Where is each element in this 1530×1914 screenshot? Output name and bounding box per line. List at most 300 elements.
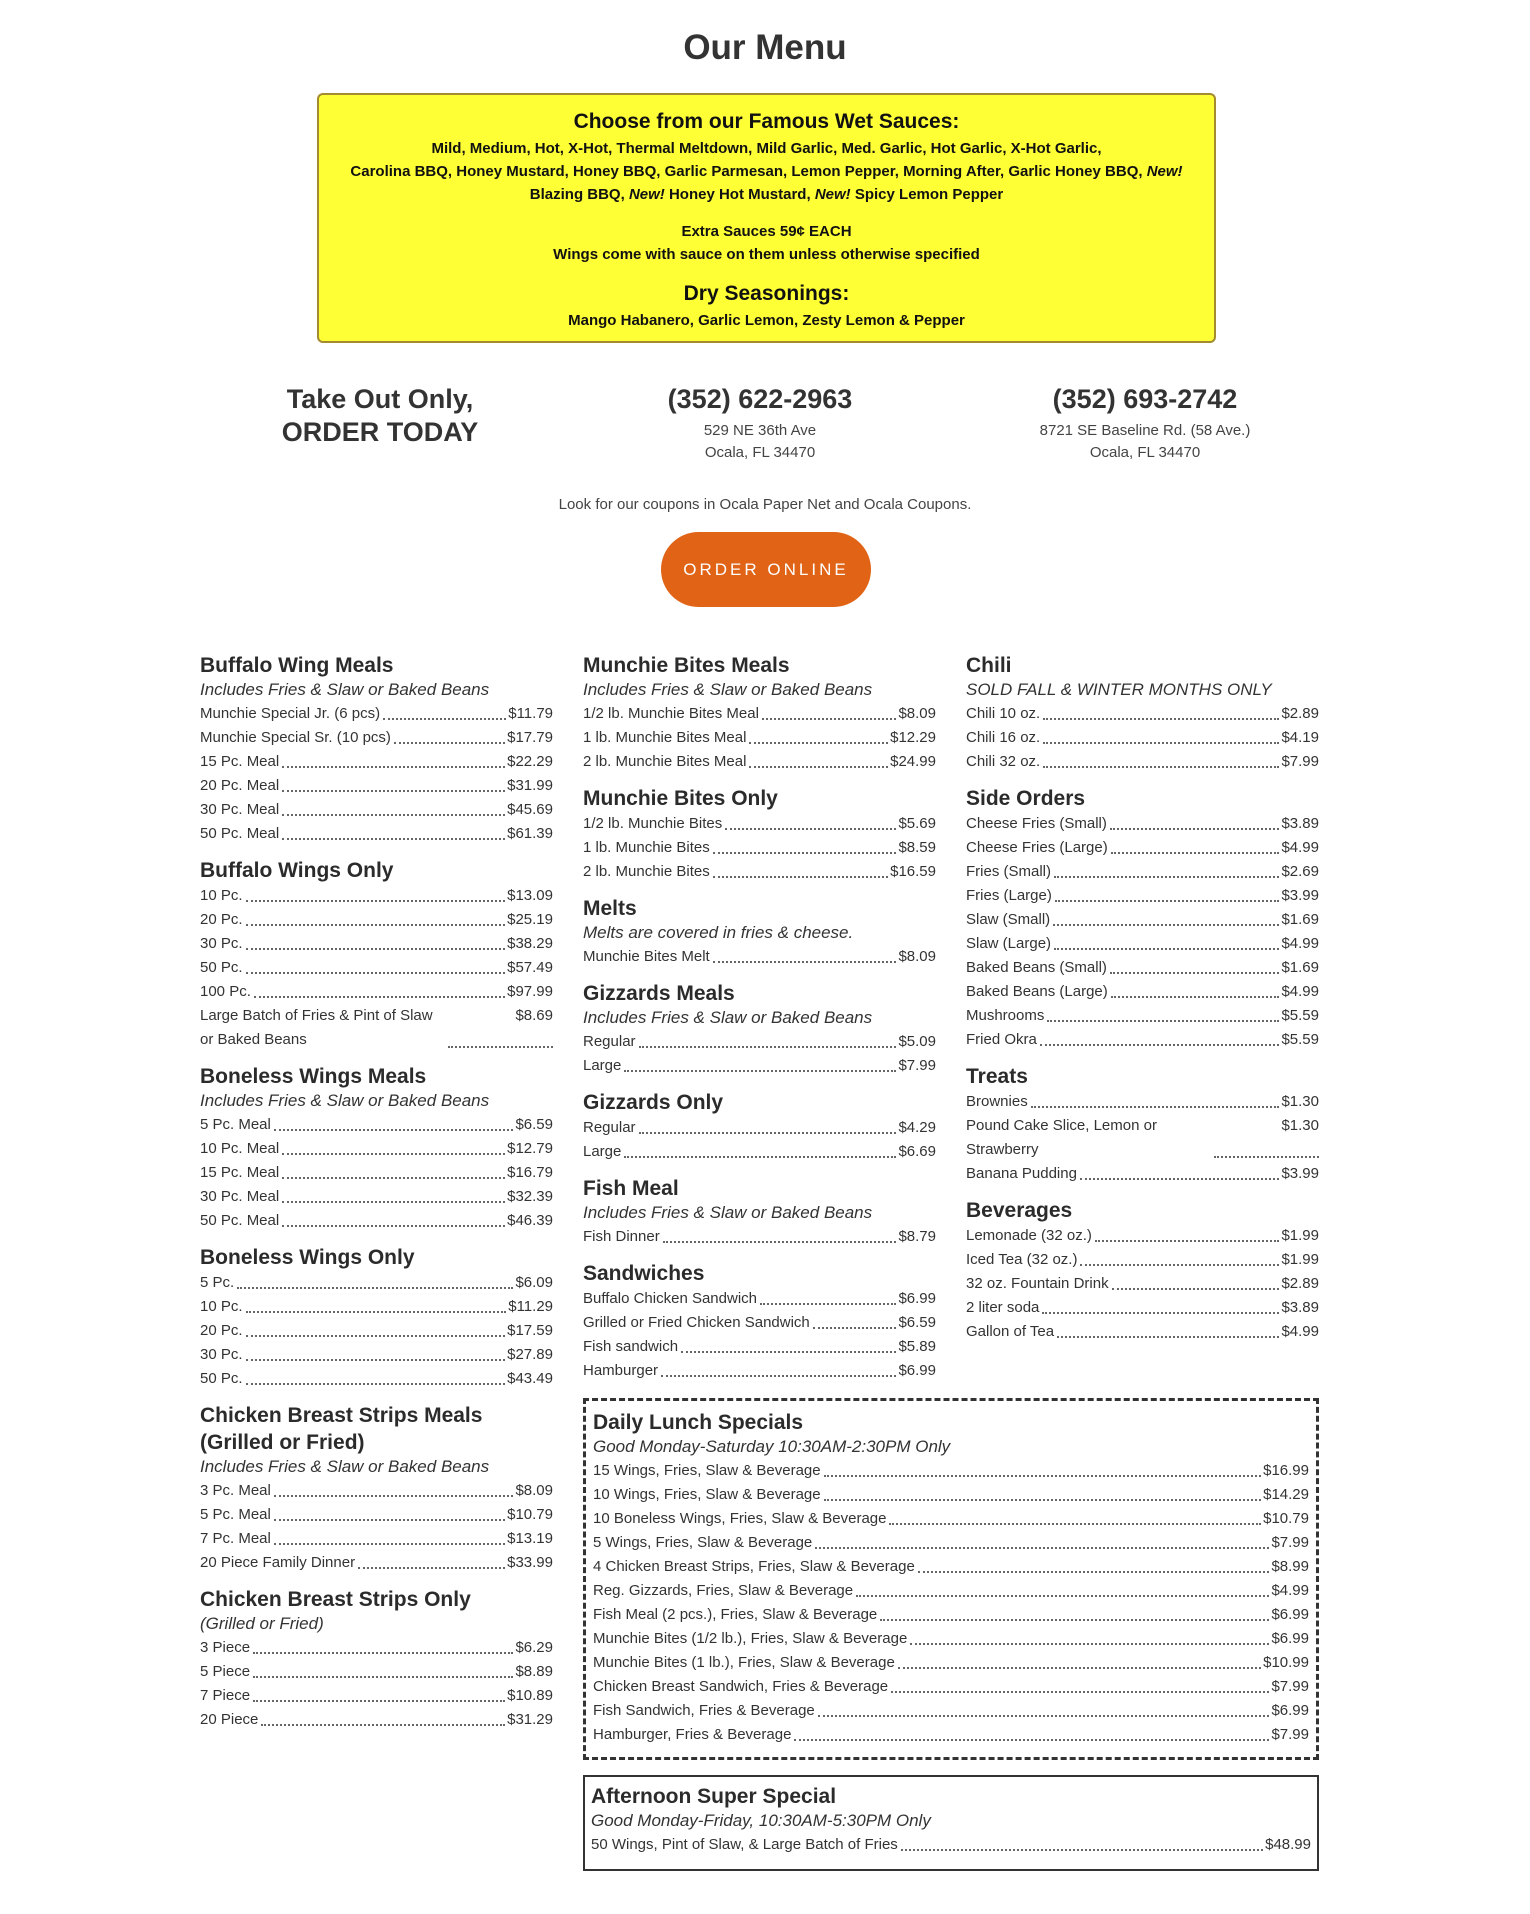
menu-item xyxy=(583,1287,936,1311)
item-name: 32 oz. Fountain Drink xyxy=(966,1275,1109,1292)
section-title: Gizzards Meals xyxy=(583,982,735,1005)
item-name: or Baked Beans xyxy=(200,1031,307,1048)
menu-item xyxy=(593,1507,1309,1531)
item-name: 2 lb. Munchie Bites xyxy=(583,863,710,880)
item-name: Fries (Large) xyxy=(966,887,1052,904)
dot-leader xyxy=(1112,1288,1280,1290)
dot-leader xyxy=(274,1519,505,1521)
dot-leader xyxy=(246,1383,506,1385)
dot-leader xyxy=(1080,1264,1279,1266)
location-2 xyxy=(995,383,1295,464)
dot-leader xyxy=(1055,900,1280,902)
item-name: 2 lb. Munchie Bites Meal xyxy=(583,753,747,770)
menu-item xyxy=(966,1028,1319,1052)
item-price: $6.99 xyxy=(1271,1606,1309,1623)
item-name: 1/2 lb. Munchie Bites xyxy=(583,815,723,832)
takeout-line-2: ORDER TODAY xyxy=(281,417,479,447)
item-price: $24.99 xyxy=(890,753,936,770)
section-title: Chili xyxy=(966,654,1012,677)
item-price: $6.09 xyxy=(515,1274,553,1291)
item-price: $16.79 xyxy=(507,1164,553,1181)
dot-leader xyxy=(818,1715,1270,1717)
dot-leader xyxy=(246,1311,507,1313)
item-name: 20 Piece Family Dinner xyxy=(200,1554,356,1571)
dot-leader xyxy=(910,1643,1269,1645)
item-name: Munchie Special Jr. (6 pcs) xyxy=(200,705,381,722)
item-name: Gallon of Tea xyxy=(966,1323,1055,1340)
sauce-panel xyxy=(317,93,1216,343)
phone-link-2[interactable]: (352) 693-2742 xyxy=(1052,384,1238,414)
dot-leader xyxy=(1043,718,1279,720)
item-price: $6.29 xyxy=(515,1639,553,1656)
dot-leader xyxy=(681,1351,896,1353)
dot-leader xyxy=(274,1495,514,1497)
section-buffalo-meals xyxy=(200,652,553,846)
item-price: $1.30 xyxy=(1281,1117,1319,1134)
item-price: $11.79 xyxy=(508,705,553,722)
menu-item xyxy=(593,1723,1309,1747)
dot-leader xyxy=(725,828,896,830)
item-price: $25.19 xyxy=(507,911,553,928)
menu-item xyxy=(200,1185,553,1209)
dot-leader xyxy=(1054,876,1279,878)
dry-seasonings-heading: Dry Seasonings: xyxy=(683,282,850,305)
item-name: 15 Pc. Meal xyxy=(200,1164,280,1181)
item-price: $11.29 xyxy=(508,1298,553,1315)
item-name: 2 liter soda xyxy=(966,1299,1040,1316)
dot-leader xyxy=(246,948,506,950)
item-name: 30 Pc. xyxy=(200,935,243,952)
menu-item xyxy=(200,798,553,822)
menu-item xyxy=(583,1140,936,1164)
menu-item xyxy=(966,1296,1319,1320)
item-price: $13.19 xyxy=(507,1530,553,1547)
item-price: $12.79 xyxy=(507,1140,553,1157)
coupon-note: Look for our coupons in Ocala Paper Net and Ocala Coupons. xyxy=(558,496,972,513)
dot-leader xyxy=(246,972,506,974)
menu-item xyxy=(200,750,553,774)
sauce-line-3-c: Spicy Lemon Pepper xyxy=(854,186,1004,203)
menu-item xyxy=(200,1319,553,1343)
item-price: $4.19 xyxy=(1281,729,1319,746)
section-boneless-only xyxy=(200,1244,553,1391)
menu-item xyxy=(200,1479,553,1503)
item-name: Regular xyxy=(583,1119,636,1136)
item-price: $8.09 xyxy=(515,1482,553,1499)
menu-item xyxy=(583,1116,936,1140)
section-subtitle: Good Monday-Friday, 10:30AM-5:30PM Only xyxy=(591,1811,931,1830)
menu-item xyxy=(593,1675,1309,1699)
section-subtitle: Good Monday-Saturday 10:30AM-2:30PM Only xyxy=(593,1437,951,1456)
sauce-line-2-text: Carolina BBQ, Honey Mustard, Honey BBQ, Garlic Parmesan, Lemon Pepper, Morning After, Garlic Honey BBQ, xyxy=(350,163,1143,180)
item-name: 7 Piece xyxy=(200,1687,251,1704)
dot-leader xyxy=(661,1375,896,1377)
item-price: $43.49 xyxy=(507,1370,553,1387)
dot-leader xyxy=(1043,766,1279,768)
item-price: $10.79 xyxy=(1263,1510,1309,1527)
item-price: $4.99 xyxy=(1281,935,1319,952)
item-price: $4.99 xyxy=(1271,1582,1309,1599)
item-price: $10.89 xyxy=(507,1687,553,1704)
daily-lunch-specials-box xyxy=(583,1398,1319,1760)
dot-leader xyxy=(282,814,505,816)
dot-leader xyxy=(282,1201,505,1203)
menu-item xyxy=(593,1459,1309,1483)
menu-item xyxy=(200,1161,553,1185)
item-price: $4.99 xyxy=(1281,983,1319,1000)
menu-item xyxy=(200,1343,553,1367)
dot-leader xyxy=(749,766,888,768)
address-line-2: Ocala, FL 34470 xyxy=(1089,444,1201,461)
menu-item xyxy=(966,1272,1319,1296)
wings-sauce-note: Wings come with sauce on them unless otherwise specified xyxy=(553,246,980,263)
item-name: 30 Pc. xyxy=(200,1346,243,1363)
item-price: $2.89 xyxy=(1281,1275,1319,1292)
menu-item xyxy=(583,1225,936,1249)
sauce-line-2 xyxy=(319,160,1214,183)
item-price: $12.29 xyxy=(890,729,936,746)
dot-leader xyxy=(713,961,897,963)
menu-item xyxy=(966,1004,1319,1028)
item-name: Lemonade (32 oz.) xyxy=(966,1227,1092,1244)
menu-item xyxy=(200,1551,553,1575)
item-price: $8.79 xyxy=(898,1228,936,1245)
section-melts xyxy=(583,895,936,969)
dot-leader xyxy=(898,1667,1261,1669)
item-price: $22.29 xyxy=(507,753,553,770)
item-price: $32.39 xyxy=(507,1188,553,1205)
item-price: $6.69 xyxy=(898,1143,936,1160)
section-treats xyxy=(966,1063,1319,1186)
item-name: Regular xyxy=(583,1033,636,1050)
dot-leader xyxy=(282,1177,505,1179)
menu-item xyxy=(593,1531,1309,1555)
dot-leader xyxy=(282,1225,505,1227)
item-price: $8.59 xyxy=(898,839,936,856)
item-price: $46.39 xyxy=(507,1212,553,1229)
dot-leader xyxy=(246,924,506,926)
item-name: Large Batch of Fries & Pint of Slaw xyxy=(200,1007,433,1024)
item-name: 10 Wings, Fries, Slaw & Beverage xyxy=(593,1486,821,1503)
dot-leader xyxy=(824,1475,1262,1477)
dot-leader xyxy=(358,1567,505,1569)
dot-leader xyxy=(1042,1312,1279,1314)
section-subtitle: Includes Fries & Slaw or Baked Beans xyxy=(583,680,873,699)
takeout-line-1: Take Out Only, xyxy=(286,384,474,414)
item-name: 1 lb. Munchie Bites xyxy=(583,839,710,856)
menu-item xyxy=(966,956,1319,980)
menu-item xyxy=(583,945,936,969)
item-price: $2.69 xyxy=(1281,863,1319,880)
menu-item xyxy=(966,750,1319,774)
item-price: $6.59 xyxy=(898,1314,936,1331)
section-munchie-meals xyxy=(583,652,936,774)
dot-leader xyxy=(274,1543,505,1545)
menu-item xyxy=(966,702,1319,726)
menu-item xyxy=(200,884,553,908)
menu-item xyxy=(200,1137,553,1161)
dot-leader xyxy=(237,1287,513,1289)
new-badge: New! xyxy=(814,186,851,203)
menu-item xyxy=(966,1248,1319,1272)
item-name: 50 Pc. Meal xyxy=(200,1212,280,1229)
item-price: $5.59 xyxy=(1281,1031,1319,1048)
item-price: $8.99 xyxy=(1271,1558,1309,1575)
item-name: Banana Pudding xyxy=(966,1165,1077,1182)
section-munchie-only xyxy=(583,785,936,884)
item-price: $1.30 xyxy=(1281,1093,1319,1110)
item-price: $14.29 xyxy=(1263,1486,1309,1503)
section-subtitle: Includes Fries & Slaw or Baked Beans xyxy=(200,1091,490,1110)
dot-leader xyxy=(824,1499,1262,1501)
dot-leader xyxy=(282,838,505,840)
item-price: $16.99 xyxy=(1263,1462,1309,1479)
dot-leader xyxy=(1095,1240,1280,1242)
item-price: $5.69 xyxy=(898,815,936,832)
menu-column-1 xyxy=(200,652,553,1743)
item-price: $27.89 xyxy=(507,1346,553,1363)
section-title: Fish Meal xyxy=(583,1177,679,1200)
extra-sauce-note: Extra Sauces 59¢ EACH xyxy=(681,223,852,240)
item-name: 20 Pc. xyxy=(200,911,243,928)
section-title: Chicken Breast Strips Meals xyxy=(200,1404,483,1427)
section-strips-meals xyxy=(200,1402,553,1575)
sauce-line-3 xyxy=(319,183,1214,206)
item-name: Pound Cake Slice, Lemon or xyxy=(966,1117,1157,1134)
section-title: Afternoon Super Special xyxy=(591,1785,837,1808)
section-subtitle: Includes Fries & Slaw or Baked Beans xyxy=(583,1203,873,1222)
dot-leader xyxy=(713,876,888,878)
dot-leader xyxy=(1047,1020,1279,1022)
item-price: $8.89 xyxy=(515,1663,553,1680)
item-price: $7.99 xyxy=(1271,1534,1309,1551)
menu-item xyxy=(583,1030,936,1054)
menu-item xyxy=(966,980,1319,1004)
dot-leader xyxy=(1054,948,1279,950)
item-name: 5 Pc. Meal xyxy=(200,1116,271,1133)
item-name: Brownies xyxy=(966,1093,1028,1110)
section-title: Chicken Breast Strips Only xyxy=(200,1588,471,1611)
item-name: 1/2 lb. Munchie Bites Meal xyxy=(583,705,759,722)
menu-item xyxy=(200,980,553,1004)
section-gizzard-meals xyxy=(583,980,936,1078)
dot-leader xyxy=(1214,1156,1319,1158)
menu-item xyxy=(200,702,553,726)
dry-seasonings-list: Mango Habanero, Garlic Lemon, Zesty Lemon & Pepper xyxy=(568,312,965,329)
address-line-1: 529 NE 36th Ave xyxy=(703,422,817,439)
item-name: 3 Piece xyxy=(200,1639,251,1656)
menu-item xyxy=(200,1636,553,1660)
dot-leader xyxy=(1110,828,1280,830)
menu-item xyxy=(966,836,1319,860)
dot-leader xyxy=(246,900,506,902)
item-price: $8.69 xyxy=(515,1007,553,1024)
section-title: Boneless Wings Meals xyxy=(200,1065,427,1088)
section-subtitle: Includes Fries & Slaw or Baked Beans xyxy=(200,1457,490,1476)
menu-item xyxy=(966,1224,1319,1248)
item-name: Cheese Fries (Large) xyxy=(966,839,1108,856)
sauce-heading: Choose from our Famous Wet Sauces: xyxy=(573,110,960,133)
item-name: Munchie Bites (1/2 lb.), Fries, Slaw & Beverage xyxy=(593,1630,908,1647)
section-subtitle: (Grilled or Fried) xyxy=(200,1614,324,1633)
item-name: Munchie Special Sr. (10 pcs) xyxy=(200,729,391,746)
dot-leader xyxy=(880,1619,1269,1621)
item-name: 5 Piece xyxy=(200,1663,251,1680)
section-title: Treats xyxy=(966,1065,1028,1088)
item-name: Munchie Bites Melt xyxy=(583,948,710,965)
item-name: Reg. Gizzards, Fries, Slaw & Beverage xyxy=(593,1582,854,1599)
section-title: Beverages xyxy=(966,1199,1073,1222)
address-line-1: 8721 SE Baseline Rd. (58 Ave.) xyxy=(1039,422,1251,439)
sauce-line-1: Mild, Medium, Hot, X-Hot, Thermal Meltdown, Mild Garlic, Med. Garlic, Hot Garlic, X-Hot Garlic, xyxy=(431,140,1102,157)
item-name: 3 Pc. Meal xyxy=(200,1482,271,1499)
section-strips-only xyxy=(200,1586,553,1732)
dot-leader xyxy=(713,852,897,854)
item-name: 50 Pc. xyxy=(200,1370,243,1387)
section-title: Sandwiches xyxy=(583,1262,705,1285)
dot-leader xyxy=(253,1676,513,1678)
menu-item xyxy=(583,1359,936,1383)
order-online-button[interactable]: ORDER ONLINE xyxy=(661,532,871,607)
item-name: 15 Pc. Meal xyxy=(200,753,280,770)
item-price: $33.99 xyxy=(507,1554,553,1571)
takeout-notice xyxy=(230,383,530,449)
item-price: $57.49 xyxy=(507,959,553,976)
location-1 xyxy=(610,383,910,464)
menu-item xyxy=(583,1054,936,1078)
dot-leader xyxy=(815,1547,1269,1549)
item-name: Slaw (Small) xyxy=(966,911,1051,928)
dot-leader xyxy=(1111,852,1280,854)
menu-item xyxy=(966,812,1319,836)
item-name: 15 Wings, Fries, Slaw & Beverage xyxy=(593,1462,821,1479)
menu-item xyxy=(200,774,553,798)
section-subtitle: SOLD FALL & WINTER MONTHS ONLY xyxy=(966,680,1272,699)
item-price: $1.99 xyxy=(1281,1251,1319,1268)
menu-item xyxy=(200,1271,553,1295)
item-name: 5 Wings, Fries, Slaw & Beverage xyxy=(593,1534,813,1551)
item-name: Munchie Bites (1 lb.), Fries, Slaw & Beverage xyxy=(593,1654,895,1671)
item-price: $4.29 xyxy=(898,1119,936,1136)
item-price: $2.89 xyxy=(1281,705,1319,722)
section-title: Munchie Bites Only xyxy=(583,787,778,810)
dot-leader xyxy=(762,718,897,720)
menu-item xyxy=(583,750,936,774)
dot-leader xyxy=(624,1156,896,1158)
menu-item xyxy=(583,812,936,836)
dot-leader xyxy=(1110,972,1280,974)
menu-item xyxy=(583,726,936,750)
new-badge: New! xyxy=(1146,163,1183,180)
dot-leader xyxy=(1031,1106,1280,1108)
menu-item xyxy=(200,822,553,846)
item-name: Strawberry xyxy=(966,1141,1039,1158)
section-sandwiches xyxy=(583,1260,936,1383)
menu-item xyxy=(591,1833,1311,1857)
item-price: $17.79 xyxy=(507,729,553,746)
item-name: Fries (Small) xyxy=(966,863,1051,880)
menu-item xyxy=(966,884,1319,908)
item-price: $6.99 xyxy=(898,1290,936,1307)
dot-leader xyxy=(639,1046,897,1048)
section-title: Side Orders xyxy=(966,787,1086,810)
section-boneless-meals xyxy=(200,1063,553,1233)
item-name: Mushrooms xyxy=(966,1007,1045,1024)
dot-leader xyxy=(274,1129,514,1131)
menu-item xyxy=(200,1004,553,1052)
item-name: 30 Pc. Meal xyxy=(200,801,280,818)
item-price: $3.89 xyxy=(1281,1299,1319,1316)
menu-item xyxy=(966,1320,1319,1344)
menu-item xyxy=(583,1335,936,1359)
item-price: $6.99 xyxy=(898,1362,936,1379)
dot-leader xyxy=(394,742,505,744)
item-price: $4.99 xyxy=(1281,839,1319,856)
menu-item xyxy=(583,836,936,860)
item-name: 100 Pc. xyxy=(200,983,251,1000)
item-name: 7 Pc. Meal xyxy=(200,1530,271,1547)
item-price: $6.99 xyxy=(1271,1630,1309,1647)
item-name: 50 Wings, Pint of Slaw, & Large Batch of Fries xyxy=(591,1836,898,1853)
item-name: Fish Meal (2 pcs.), Fries, Slaw & Beverage xyxy=(593,1606,878,1623)
menu-column-2 xyxy=(583,652,936,1394)
section-title: Gizzards Only xyxy=(583,1091,724,1114)
menu-item xyxy=(583,702,936,726)
item-price: $3.99 xyxy=(1281,1165,1319,1182)
item-name: 5 Pc. xyxy=(200,1274,235,1291)
menu-item xyxy=(593,1603,1309,1627)
menu-item xyxy=(966,932,1319,956)
dot-leader xyxy=(383,718,506,720)
sauce-line-3-b: Honey Hot Mustard, xyxy=(668,186,811,203)
item-price: $8.09 xyxy=(898,948,936,965)
dot-leader xyxy=(1040,1044,1280,1046)
section-title-cont: (Grilled or Fried) xyxy=(200,1431,365,1454)
menu-item xyxy=(966,1162,1319,1186)
item-name: Fish sandwich xyxy=(583,1338,679,1355)
page-title: Our Menu xyxy=(683,28,847,67)
dot-leader xyxy=(749,742,888,744)
item-price: $4.99 xyxy=(1281,1323,1319,1340)
section-beverages xyxy=(966,1197,1319,1344)
item-name: Chicken Breast Sandwich, Fries & Beverage xyxy=(593,1678,889,1695)
item-name: Hamburger xyxy=(583,1362,659,1379)
menu-item xyxy=(200,1113,553,1137)
item-name: Fish Sandwich, Fries & Beverage xyxy=(593,1702,815,1719)
item-name: 20 Pc. xyxy=(200,1322,243,1339)
dot-leader xyxy=(282,790,505,792)
menu-item xyxy=(200,726,553,750)
dot-leader xyxy=(1043,742,1279,744)
section-fish-meal xyxy=(583,1175,936,1249)
item-price: $13.09 xyxy=(507,887,553,904)
item-name: Chili 32 oz. xyxy=(966,753,1041,770)
section-title: Daily Lunch Specials xyxy=(593,1411,804,1434)
item-name: Large xyxy=(583,1143,622,1160)
phone-link-1[interactable]: (352) 622-2963 xyxy=(667,384,853,414)
menu-item xyxy=(966,908,1319,932)
section-gizzard-only xyxy=(583,1089,936,1164)
item-name: Buffalo Chicken Sandwich xyxy=(583,1290,757,1307)
item-name: Hamburger, Fries & Beverage xyxy=(593,1726,792,1743)
menu-item xyxy=(593,1627,1309,1651)
item-price: $97.99 xyxy=(507,983,553,1000)
menu-item xyxy=(200,1708,553,1732)
item-name: 10 Pc. xyxy=(200,887,243,904)
menu-item xyxy=(593,1699,1309,1723)
menu-item xyxy=(593,1579,1309,1603)
dot-leader xyxy=(282,1153,505,1155)
